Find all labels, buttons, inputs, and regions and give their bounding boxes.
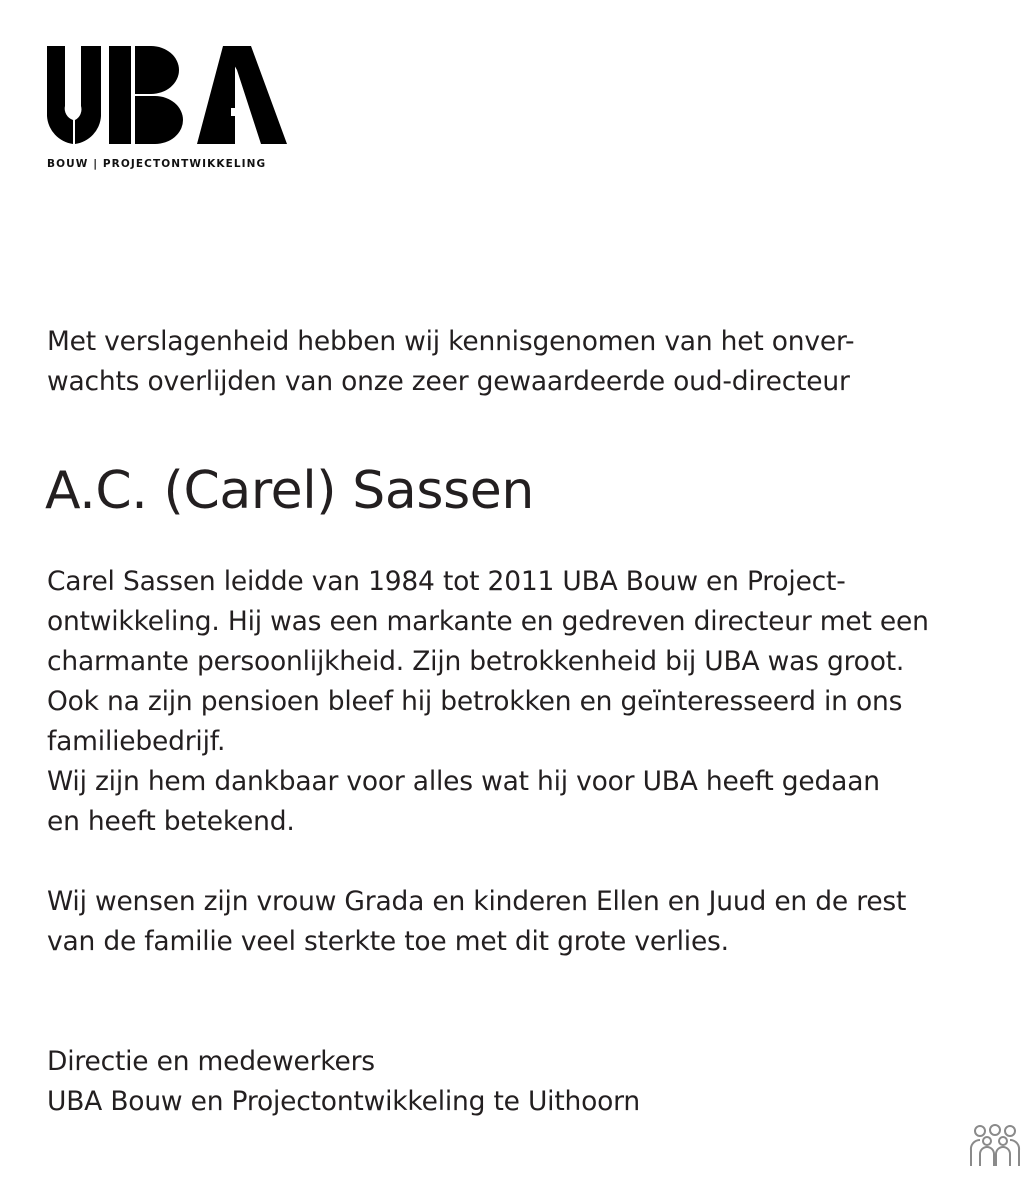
intro-line: Met verslagenheid hebben wij kennisgenomen van het onver-	[47, 326, 855, 357]
intro-line: wachts overlijden van onze zeer gewaardeerde oud-directeur	[47, 366, 850, 397]
body-line: Carel Sassen leidde van 1984 tot 2011 UBA Bouw en Project-	[47, 566, 846, 597]
body-line: Ook na zijn pensioen bleef hij betrokken en geïnteresseerd in ons	[47, 686, 903, 717]
body-line: en heeft betekend.	[47, 806, 295, 837]
body-line: familiebedrijf.	[47, 726, 226, 757]
body-line: charmante persoonlijkheid. Zijn betrokkenheid bij UBA was groot.	[47, 646, 905, 677]
uba-logo-mark	[47, 46, 287, 144]
deceased-name: A.C. (Carel) Sassen	[45, 461, 534, 521]
condolence-paragraph	[47, 882, 906, 962]
condolence-line: van de familie veel sterkte toe met dit grote verlies.	[47, 926, 729, 957]
logo-tagline: BOUW | PROJECTONTWIKKELING	[47, 158, 267, 170]
signature-line: Directie en medewerkers	[47, 1046, 375, 1077]
condolence-line: Wij wensen zijn vrouw Grada en kinderen Ellen en Juud en de rest	[47, 886, 907, 917]
signature-block	[47, 1042, 640, 1122]
signature-line: UBA Bouw en Projectontwikkeling te Uithoorn	[47, 1086, 640, 1117]
intro-paragraph	[47, 322, 854, 402]
logo-text	[47, 144, 48, 145]
uba-logo	[47, 46, 287, 144]
body-paragraph	[47, 562, 929, 842]
body-line: Wij zijn hem dankbaar voor alles wat hij voor UBA heeft gedaan	[47, 766, 880, 797]
body-line: ontwikkeling. Hij was een markante en gedreven directeur met een	[47, 606, 929, 637]
people-group-icon	[968, 1124, 1022, 1168]
